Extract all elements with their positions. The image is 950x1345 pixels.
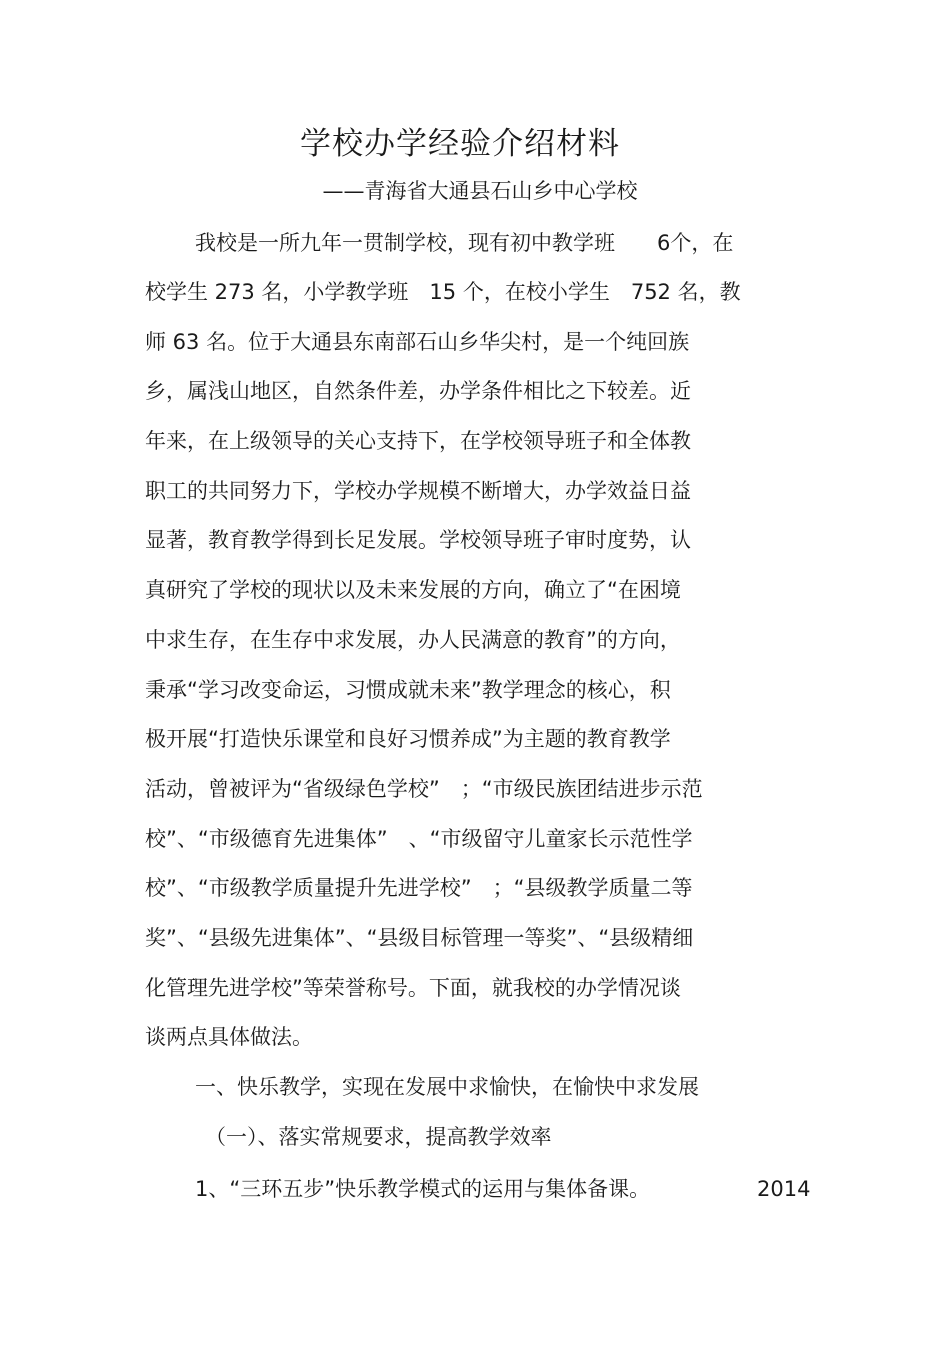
list-item-1: 1、“三环五步”快乐教学模式的运用与集体备课。	[195, 1177, 651, 1201]
section-heading-2: （一）、落实常规要求，提高教学效率	[205, 1125, 552, 1149]
paragraph-line-8: 真研究了学校的现状以及未来发展的方向，确立了“在困境	[145, 578, 681, 602]
paragraph-line-13: 校”、“市级德育先进集体” 、“市级留守儿童家长示范性学	[145, 827, 693, 851]
paragraph-line-6: 职工的共同努力下，学校办学规模不断增大，办学效益日益	[145, 479, 691, 503]
paragraph-line-12: 活动，曾被评为“省级绿色学校” ；“市级民族团结进步示范	[145, 777, 703, 801]
document-subtitle: ——青海省大通县石山乡中心学校	[322, 179, 638, 203]
paragraph-line-11: 极开展“打造快乐课堂和良好习惯养成”为主题的教育教学	[145, 727, 671, 751]
paragraph-line-9: 中求生存，在生存中求发展，办人民满意的教育”的方向，	[145, 628, 681, 652]
paragraph-line-14: 校”、“市级教学质量提升先进学校” ；“县级教学质量二等	[145, 876, 693, 900]
paragraph-line-16: 化管理先进学校”等荣誉称号。下面，就我校的办学情况谈	[145, 976, 681, 1000]
paragraph-line-5: 年来，在上级领导的关心支持下，在学校领导班子和全体教	[145, 429, 691, 453]
paragraph-line-10: 秉承“学习改变命运，习惯成就未来”教学理念的核心，积	[145, 678, 671, 702]
document-title: 学校办学经验介绍材料	[300, 126, 620, 162]
paragraph-line-2: 校学生 273 名，小学教学班 15 个，在校小学生 752 名，教	[145, 280, 741, 304]
paragraph-line-3: 师 63 名。位于大通县东南部石山乡华尖村，是一个纯回族	[145, 330, 690, 354]
paragraph-line-4: 乡，属浅山地区，自然条件差，办学条件相比之下较差。近	[145, 379, 691, 403]
paragraph-line-1: 我校是一所九年一贯制学校，现有初中教学班 6个，在	[195, 231, 734, 255]
paragraph-line-7: 显著，教育教学得到长足发展。学校领导班子审时度势，认	[145, 528, 691, 552]
section-heading-1: 一、快乐教学，实现在发展中求愉快，在愉快中求发展	[195, 1075, 699, 1099]
list-item-1-year: 2014	[757, 1177, 811, 1201]
paragraph-line-15: 奖”、“县级先进集体”、“县级目标管理一等奖”、“县级精细	[145, 926, 694, 950]
paragraph-line-17: 谈两点具体做法。	[145, 1025, 313, 1049]
